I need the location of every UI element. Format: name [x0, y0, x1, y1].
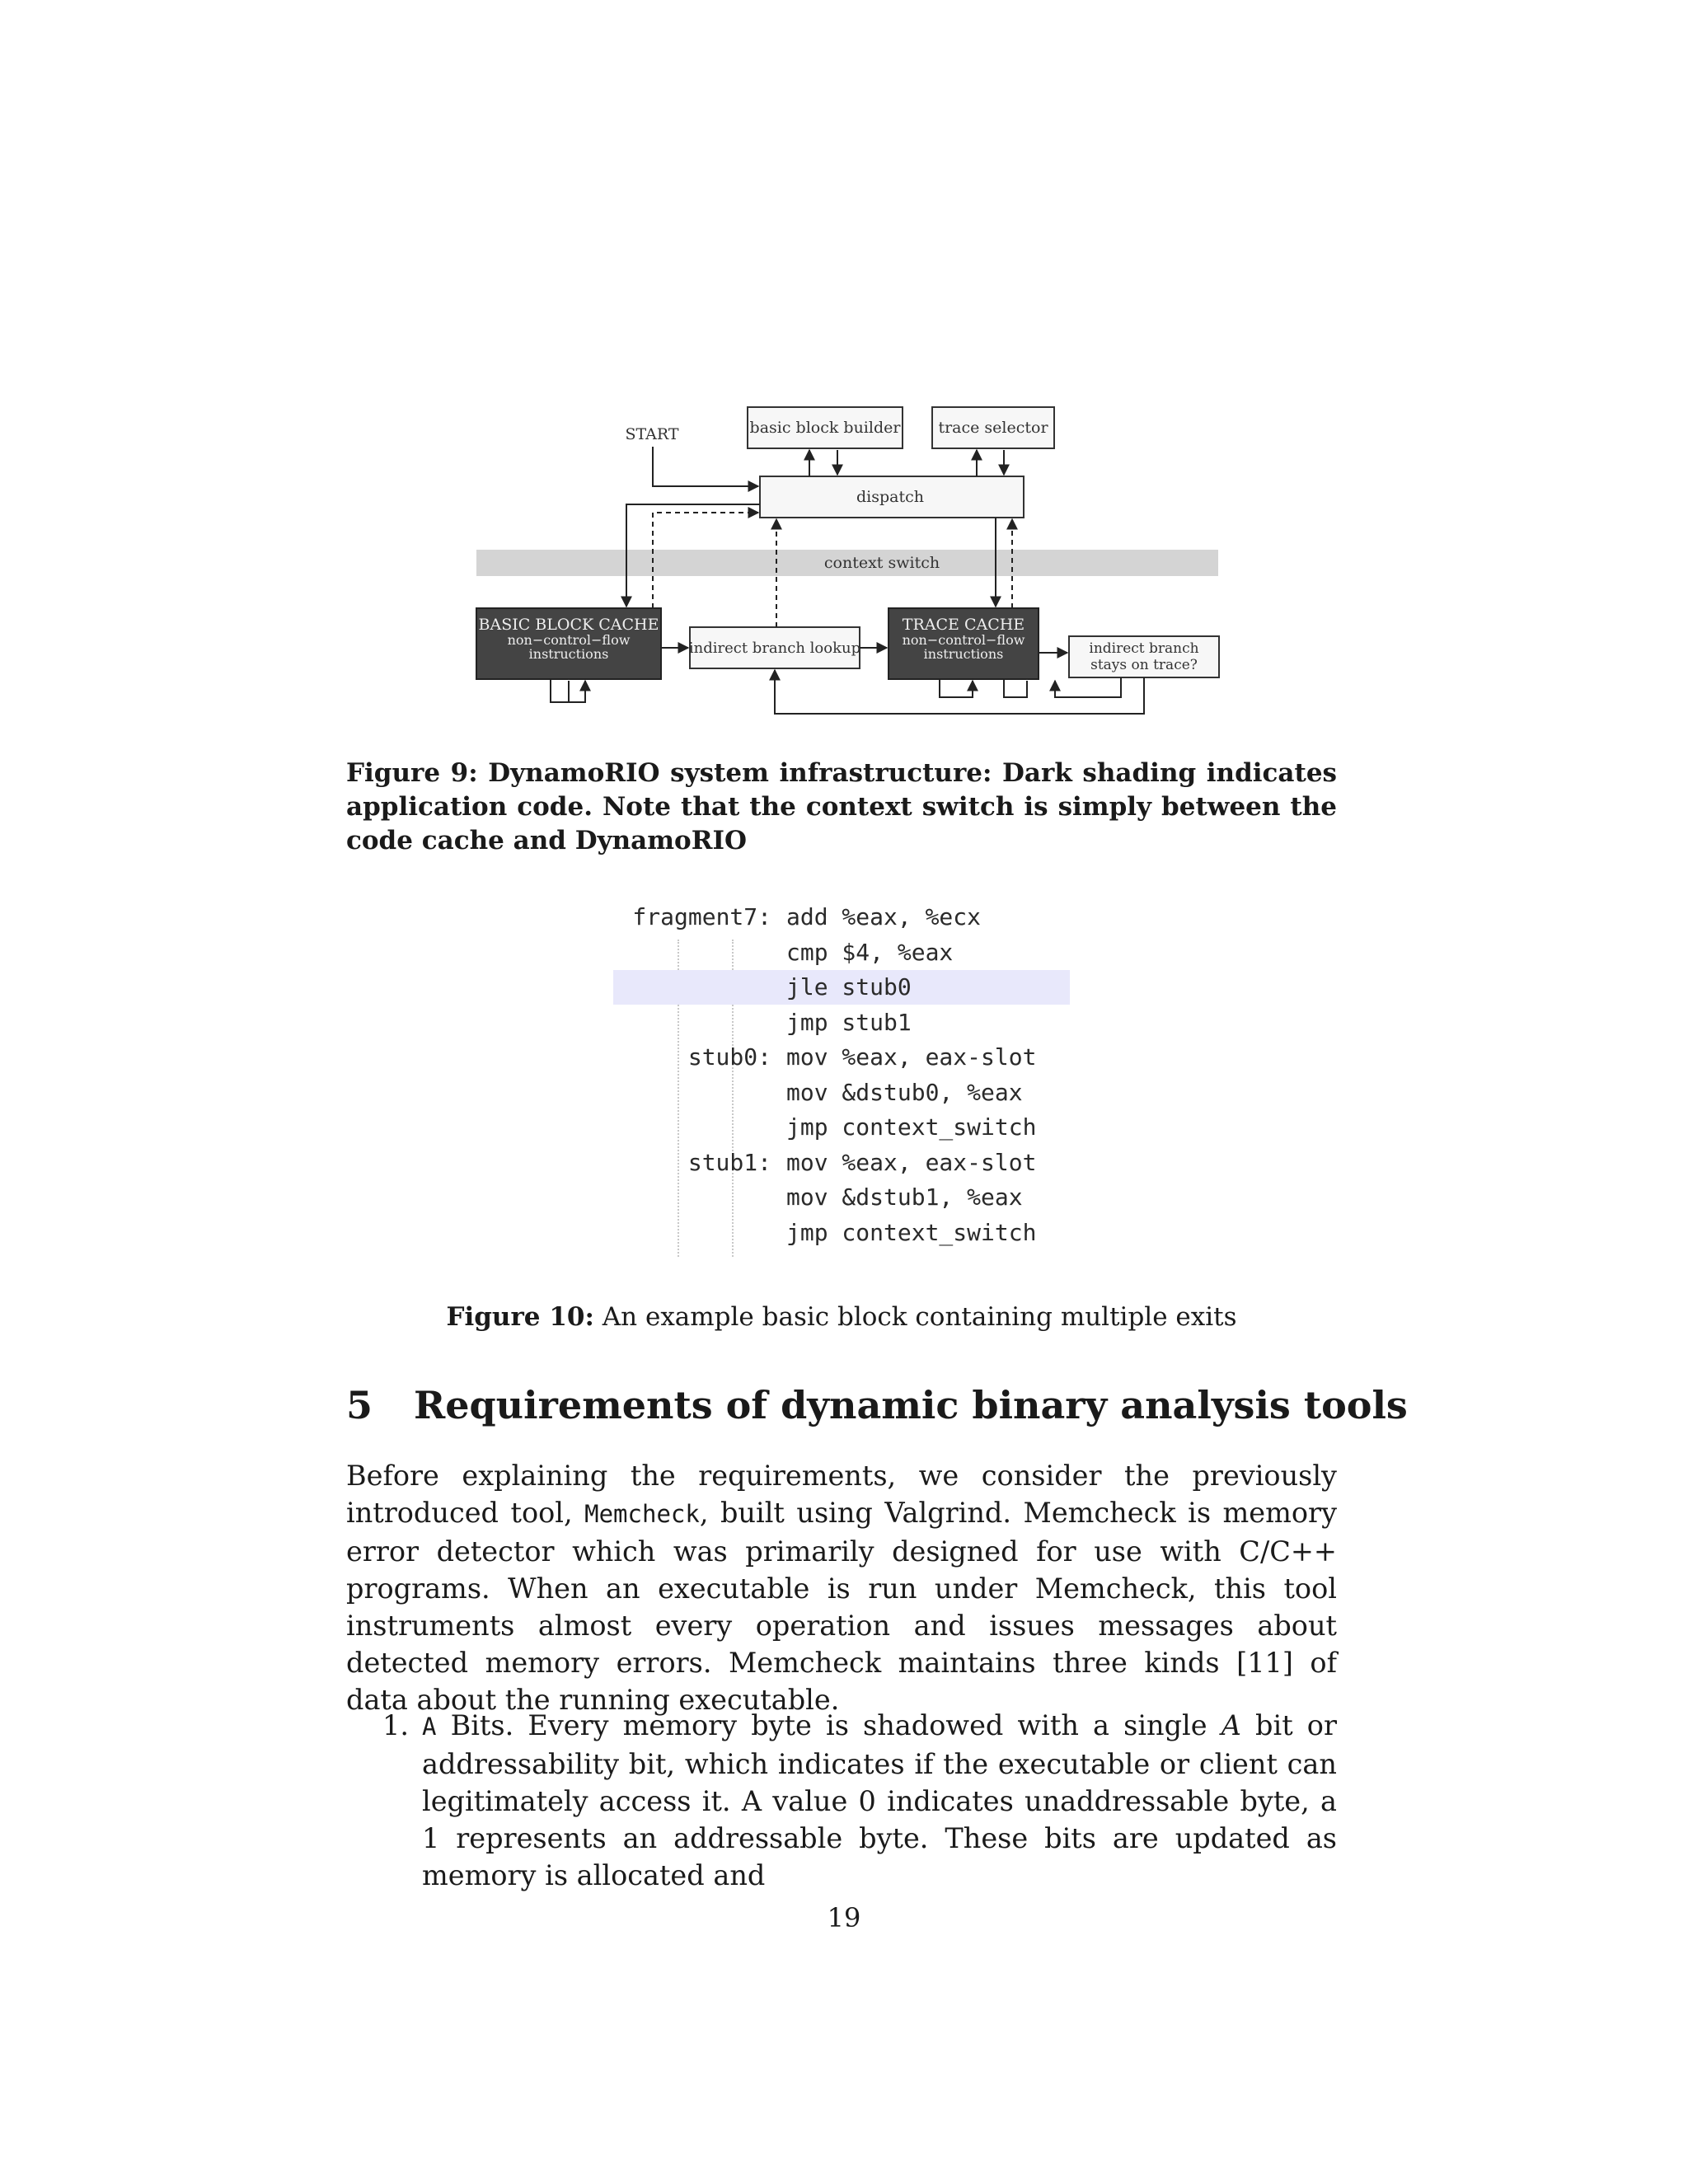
basic-block-cache-sub2: instructions — [528, 646, 609, 662]
indirect-branch-lookup-label: indirect branch lookup — [688, 640, 861, 657]
basic-block-cache-sub1: non−control−flow — [507, 632, 631, 648]
figure-9-caption-label: Figure 9: — [346, 758, 478, 788]
code-line — [613, 1180, 1070, 1215]
code-line — [613, 900, 1070, 935]
list-code-term: A — [422, 1713, 437, 1741]
code-line — [613, 1005, 1070, 1040]
code-line — [613, 935, 1070, 970]
figure-10-caption — [346, 1301, 1337, 1333]
code-line — [613, 1146, 1070, 1180]
figure-10-caption-label: Figure 10: — [446, 1302, 594, 1332]
start-label: START — [625, 425, 679, 443]
list-marker: 1. — [382, 1709, 409, 1741]
code-instruction: add %eax, %ecx — [786, 903, 982, 930]
code-instruction: jle stub0 — [786, 973, 912, 1001]
code-instruction: cmp $4, %eax — [786, 938, 954, 966]
code-label: stub0: — [687, 1043, 771, 1071]
code-instruction: mov &dstub1, %eax — [786, 1183, 1023, 1211]
list-part-1: Bits. Every memory byte is shadowed with a single — [436, 1709, 1221, 1741]
list-italic-term: A — [1221, 1709, 1241, 1741]
code-line — [613, 1110, 1070, 1145]
code-line — [613, 1216, 1070, 1250]
indirect-branch-stays-label-2: stays on trace? — [1090, 657, 1198, 673]
code-instruction: jmp context_switch — [786, 1218, 1037, 1246]
basic-block-builder-label: basic block builder — [749, 419, 901, 437]
code-line — [613, 970, 1070, 1005]
code-instruction: jmp context_switch — [786, 1113, 1037, 1141]
section-heading — [346, 1380, 1418, 1430]
code-line — [613, 1076, 1070, 1110]
code-instruction: mov %eax, eax-slot — [786, 1148, 1037, 1176]
figure-10-code-listing — [613, 900, 1075, 1263]
list-item — [346, 1707, 1337, 1894]
indirect-branch-stays-label-1: indirect branch — [1089, 640, 1199, 657]
trace-selector-label: trace selector — [938, 419, 1048, 437]
code-instruction: jmp stub1 — [786, 1008, 912, 1036]
list-part-2: bit or addressability bit, which indicates if the executable or client can legitimately access it. A value 0 indicates unaddressable byte, a 1 represents an addressable byte. These bits are updated as memory is allocated and — [422, 1709, 1337, 1891]
trace-cache-title: TRACE CACHE — [902, 616, 1025, 634]
code-instruction: mov %eax, eax-slot — [786, 1043, 1037, 1071]
body-paragraph — [346, 1457, 1337, 1718]
code-line — [613, 1040, 1070, 1075]
code-instruction: mov &dstub0, %eax — [786, 1078, 1023, 1106]
figure-9-diagram — [462, 387, 1253, 725]
section-title: Requirements of dynamic binary analysis tools — [414, 1383, 1408, 1427]
section-number: 5 — [346, 1383, 373, 1427]
paragraph-part-2: , built using Valgrind. Memcheck is memory error detector which was primarily designed for use with C/C++ programs. When an executable is run under Memcheck, this tool instruments almost every operation and issues messages about detected memory errors. Memcheck maintains three kinds [11] of data about the running executable. — [346, 1497, 1337, 1716]
figure-9-caption — [346, 757, 1337, 858]
tool-name-memcheck: Memcheck — [584, 1500, 700, 1528]
context-switch-label: context switch — [823, 554, 940, 572]
paragraph-part-1: Before explaining the requirements, we consider the previously introduced tool, — [346, 1460, 1337, 1529]
basic-block-cache-title: BASIC BLOCK CACHE — [478, 616, 659, 634]
trace-cache-sub2: instructions — [923, 646, 1004, 662]
trace-cache-sub1: non−control−flow — [902, 632, 1025, 648]
figure-9-caption-text: DynamoRIO system infrastructure: Dark shading indicates application code. Note that the context switch is simply between the code cache and DynamoRIO — [346, 758, 1337, 855]
code-label: fragment7: — [632, 903, 771, 930]
dispatch-label: dispatch — [856, 488, 924, 506]
page-number: 19 — [827, 1902, 861, 1933]
code-label: stub1: — [687, 1148, 771, 1176]
figure-10-caption-text: An example basic block containing multiple exits — [602, 1302, 1237, 1332]
